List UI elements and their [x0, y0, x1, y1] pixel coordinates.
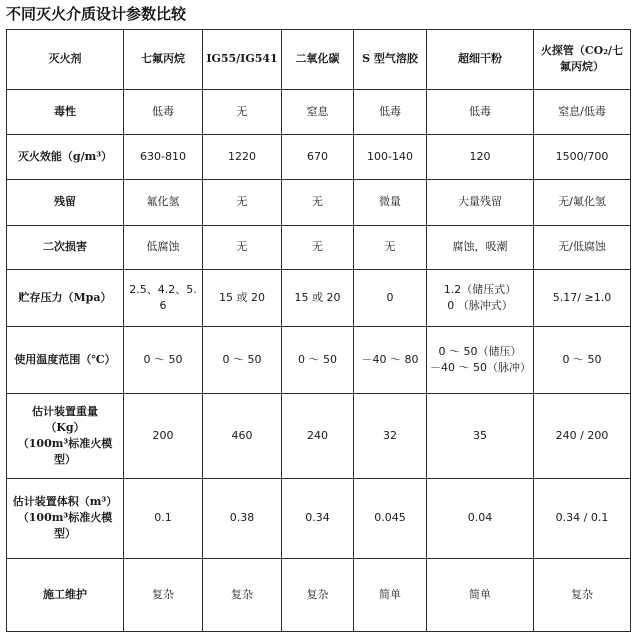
cell-line: 0 （脉冲式） [447, 299, 513, 312]
table-cell [427, 225, 534, 270]
row-label [7, 558, 124, 631]
table-cell [354, 326, 427, 393]
table-cell [427, 89, 534, 135]
row-label-line: 毒性 [54, 105, 76, 119]
row-label-line: 估计装置重量 [32, 404, 98, 418]
table-row [7, 179, 631, 225]
cell-line: 240 [307, 428, 328, 442]
table-cell [203, 478, 282, 558]
cell-line: 0.04 [467, 511, 493, 525]
cell-line: 无 [236, 105, 248, 119]
cell-line: 无 [236, 195, 248, 209]
cell-line: 1.2（储压式） [443, 283, 517, 296]
row-label-line: 估计装置体积（m³） [12, 495, 118, 509]
table-cell [354, 135, 427, 180]
cell-line: 0.1 [154, 511, 172, 525]
cell-line: 0.045 [374, 511, 406, 525]
cell-line: 35 [473, 428, 487, 442]
table-cell [203, 135, 282, 180]
cell-line: 0 ～ 50（储压） [438, 344, 522, 358]
table-row [7, 225, 631, 270]
row-label-line: 灭火效能（g/m³） [17, 150, 113, 164]
row-label [7, 179, 124, 225]
table-cell [282, 326, 354, 393]
cell-line: 无 [312, 240, 323, 254]
table-cell [427, 326, 534, 393]
cell-line: 复杂 [231, 587, 253, 601]
table-cell [354, 270, 427, 327]
cell-line: 1500/700 [555, 150, 609, 164]
cell-line: 0 ～ 50 [562, 352, 602, 366]
cell-line: 氟化氢 [146, 195, 180, 209]
row-label-line: （100m³标准火模型） [17, 511, 113, 541]
table-cell [124, 89, 203, 135]
table-cell [282, 225, 354, 270]
cell-line: 2.5、4.2、5.6 [129, 283, 197, 312]
document-title: 不同灭火介质设计参数比较 [6, 5, 187, 23]
table-cell [427, 179, 534, 225]
header-cell-1: 七氟丙烷 [124, 30, 203, 90]
table-cell [124, 270, 203, 327]
header-row [7, 30, 631, 90]
table-row [7, 393, 631, 478]
cell-line: 0 ～ 50 [222, 352, 262, 366]
cell-line: 低毒 [469, 105, 491, 119]
table-cell [203, 326, 282, 393]
row-label-line: （100m³标准火模型） [17, 436, 113, 466]
row-label [7, 89, 124, 135]
table-cell [427, 558, 534, 631]
cell-line: 200 [152, 428, 174, 442]
header-cell-4: S 型气溶胶 [354, 30, 427, 90]
cell-line: 100-140 [367, 150, 413, 164]
cell-line: 复杂 [306, 587, 329, 601]
table-body [7, 30, 631, 632]
table-cell [124, 558, 203, 631]
cell-line: 窒息 [306, 105, 329, 119]
cell-line: 15 或 20 [294, 291, 341, 304]
table-cell [124, 179, 203, 225]
table-cell [282, 135, 354, 180]
row-label-line: 使用温度范围（℃） [14, 352, 116, 366]
row-label-line: （Kg） [45, 420, 85, 434]
cell-line: 670 [307, 150, 328, 164]
cell-line: 460 [231, 428, 253, 442]
table-cell [203, 270, 282, 327]
table-cell [427, 135, 534, 180]
cell-line: 无 [384, 240, 396, 254]
table-cell [124, 393, 203, 478]
table-cell [203, 393, 282, 478]
row-label [7, 326, 124, 393]
cell-line: 低腐蚀 [146, 240, 180, 254]
cell-line: 无 [312, 195, 323, 209]
cell-line: 0 ～ 50 [298, 352, 337, 366]
cell-line: 0 [386, 291, 394, 304]
table-row [7, 270, 631, 327]
table-cell [124, 478, 203, 558]
table-cell [534, 179, 631, 225]
cell-line: 630-810 [140, 150, 186, 164]
table-cell [534, 225, 631, 270]
table-cell [282, 270, 354, 327]
row-label-line: 贮存压力（Mpa） [18, 291, 112, 304]
row-label [7, 225, 124, 270]
table-cell [282, 558, 354, 631]
cell-line: 低毒 [379, 105, 401, 119]
cell-line: 0 ～ 50 [143, 352, 183, 366]
table-row [7, 89, 631, 135]
table-row [7, 478, 631, 558]
table-cell [203, 558, 282, 631]
table-cell [534, 393, 631, 478]
comparison-table [6, 29, 631, 632]
cell-line: 0.34 / 0.1 [555, 511, 609, 525]
table-cell [203, 89, 282, 135]
header-cell-3: 二氧化碳 [282, 30, 354, 90]
row-label [7, 393, 124, 478]
table-cell [534, 270, 631, 327]
table-cell [427, 478, 534, 558]
cell-line: 32 [383, 428, 397, 442]
table-row [7, 326, 631, 393]
table-cell [282, 89, 354, 135]
cell-line: 无/低腐蚀 [558, 240, 606, 254]
cell-line: 低毒 [152, 105, 174, 119]
cell-line: －40 ～ 50（脉冲） [430, 360, 531, 374]
table-cell [354, 558, 427, 631]
table-cell [354, 179, 427, 225]
table-cell [354, 478, 427, 558]
cell-line: 15 或 20 [219, 291, 265, 304]
cell-line: 复杂 [152, 587, 174, 601]
cell-line: 窒息/低毒 [558, 105, 606, 119]
table-cell [534, 558, 631, 631]
table-cell [124, 225, 203, 270]
row-label [7, 135, 124, 180]
row-label-line: 残留 [54, 195, 76, 209]
table-cell [124, 326, 203, 393]
table-cell [282, 478, 354, 558]
table-cell [534, 326, 631, 393]
table-cell [534, 89, 631, 135]
row-label [7, 270, 124, 327]
cell-line: 大量残留 [458, 195, 502, 209]
cell-line: 240 / 200 [555, 428, 609, 442]
table-cell [282, 179, 354, 225]
table-row [7, 135, 631, 180]
cell-line: 120 [469, 150, 491, 164]
table-cell [534, 135, 631, 180]
row-label-line: 二次损害 [43, 240, 87, 254]
table-cell [203, 225, 282, 270]
header-cell-2: IG55/IG541 [203, 30, 282, 90]
cell-line: 5.17/ ≥1.0 [552, 291, 612, 304]
row-label-line: 施工维护 [43, 587, 87, 601]
cell-line: 0.38 [229, 511, 255, 525]
row-label [7, 478, 124, 558]
table-cell [282, 393, 354, 478]
table-row [7, 558, 631, 631]
table-cell [427, 270, 534, 327]
table-cell [354, 89, 427, 135]
table-cell [354, 225, 427, 270]
cell-line: 无 [236, 240, 248, 254]
cell-line: 复杂 [571, 587, 593, 601]
table-cell [354, 393, 427, 478]
cell-line: 腐蚀，吸潮 [452, 240, 508, 254]
header-cell-6: 火探管（CO₂/七氟丙烷） [534, 30, 631, 90]
table-cell [203, 179, 282, 225]
cell-line: 简单 [379, 587, 401, 601]
table-cell [427, 393, 534, 478]
cell-line: 1220 [228, 150, 256, 164]
cell-line: 0.34 [305, 511, 330, 525]
header-cell-agent: 灭火剂 [7, 30, 124, 90]
table-cell [124, 135, 203, 180]
cell-line: 简单 [469, 587, 491, 601]
table-cell [534, 478, 631, 558]
cell-line: 无/氟化氢 [558, 195, 606, 209]
cell-line: 微量 [379, 195, 401, 209]
header-cell-5: 超细干粉 [427, 30, 534, 90]
cell-line: －40 ～ 80 [361, 352, 419, 366]
